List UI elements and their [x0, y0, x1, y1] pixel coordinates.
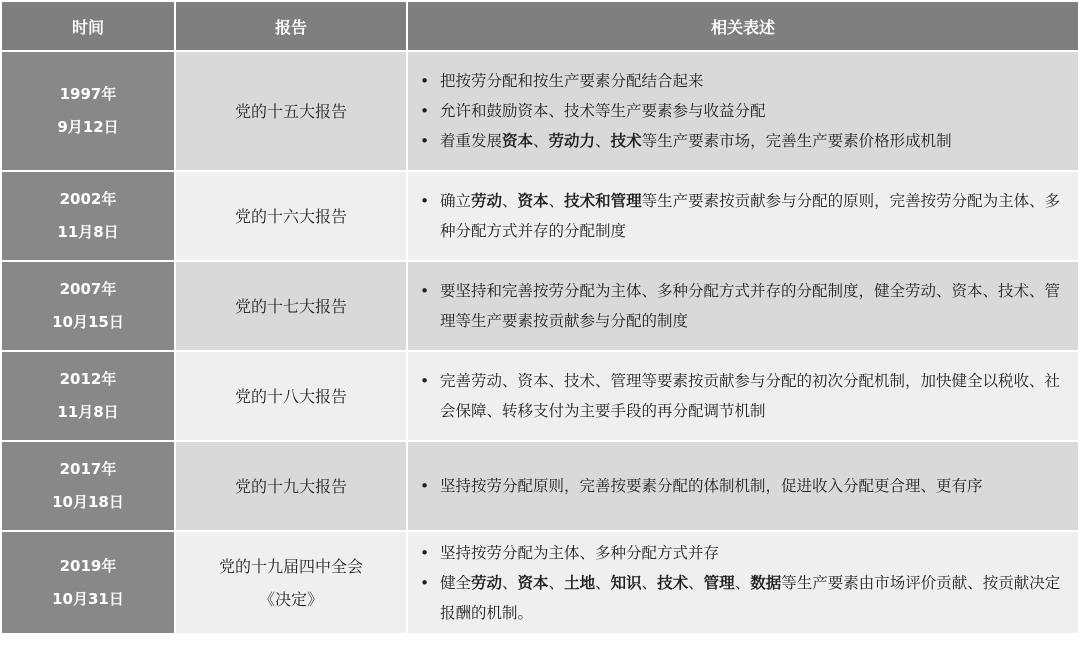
header-statement: 相关表述 — [408, 2, 1078, 52]
bullet-icon: • — [420, 573, 430, 592]
table-header-row — [2, 2, 1078, 52]
statement-text: 要坚持和完善按劳分配为主体、多种分配方式并存的分配制度，健全劳动、资本、技术、管理等生产要素按贡献参与分配的制度 — [440, 282, 1061, 330]
report-name-line: 党的十五大报告 — [234, 101, 347, 121]
date-year: 1997年 — [59, 85, 117, 103]
statement-text: 完善劳动、资本、技术、管理等要素按贡献参与分配的初次分配机制，加快健全以税收、社会保障、转移支付为主要手段的再分配调节机制 — [440, 372, 1061, 420]
statement-text: 、 — [595, 573, 611, 592]
statement-list — [408, 66, 964, 156]
statement-text: 把按劳分配和按生产要素分配结合起来 — [440, 72, 704, 90]
date-year: 2017年 — [59, 460, 117, 478]
statement-text: 等生产要素按贡献参与分配的原则，完善按劳分配为主体、多种分配方式并存的分配制度 — [440, 192, 1061, 240]
statement-text: 、 — [641, 573, 658, 592]
date-day: 10月18日 — [52, 493, 124, 511]
report-cell — [176, 52, 408, 172]
date-cell — [2, 442, 176, 532]
date-day: 11月8日 — [57, 403, 119, 421]
date-year: 2002年 — [59, 190, 117, 208]
table-row — [2, 442, 1078, 532]
statement-item — [418, 96, 952, 126]
statement-text: 等生产要素市场，完善生产要素价格形成机制 — [641, 132, 952, 150]
date-cell — [2, 532, 176, 635]
statement-keyword: 资本 — [517, 192, 549, 210]
statement-text: 健全 — [440, 573, 472, 592]
date-cell — [2, 52, 176, 172]
report-cell — [176, 442, 408, 532]
statement-cell — [408, 532, 1078, 635]
statement-keyword: 劳动力 — [548, 132, 596, 150]
table-row — [2, 262, 1078, 352]
statement-keyword: 资本 — [517, 573, 549, 592]
statement-keyword: 资本 — [502, 132, 534, 150]
table-row — [2, 172, 1078, 262]
statement-list — [408, 366, 1078, 426]
statement-item — [418, 126, 952, 156]
report-name-line: 党的十九大报告 — [234, 476, 347, 496]
statement-text: 确立 — [440, 192, 472, 210]
table-row — [2, 52, 1078, 172]
statement-list — [408, 186, 1078, 246]
bullet-icon: • — [420, 102, 430, 120]
bullet-icon: • — [420, 132, 430, 150]
report-cell — [176, 532, 408, 635]
report-name-line: 党的十七大报告 — [234, 296, 347, 316]
statement-text: 、 — [502, 573, 518, 592]
bullet-icon: • — [420, 192, 430, 210]
header-report: 报告 — [176, 2, 408, 52]
statement-cell — [408, 352, 1078, 442]
date-year: 2007年 — [59, 280, 117, 298]
statement-keyword: 数据 — [750, 573, 782, 592]
statement-item — [418, 66, 952, 96]
bullet-icon: • — [420, 282, 430, 300]
statement-keyword: 技术 — [657, 573, 689, 592]
statement-text: 、 — [502, 192, 518, 210]
statement-text: 、 — [548, 573, 565, 592]
table-body — [2, 52, 1078, 635]
statement-keyword: 知识 — [610, 573, 642, 592]
date-cell — [2, 262, 176, 352]
report-name-line: 党的十九届四中全会 — [218, 556, 363, 576]
statement-text: 坚持按劳分配为主体、多种分配方式并存 — [440, 543, 720, 562]
statement-list — [408, 276, 1078, 336]
table-row — [2, 352, 1078, 442]
statement-text: 允许和鼓励资本、技术等生产要素参与收益分配 — [440, 102, 766, 120]
date-day: 10月31日 — [52, 589, 124, 608]
statement-keyword: 劳动 — [471, 573, 503, 592]
statement-keyword: 技术 — [610, 132, 642, 150]
statement-list — [408, 538, 1078, 628]
statement-item — [418, 276, 1066, 336]
table-row — [2, 532, 1078, 635]
statement-text: 、 — [688, 573, 704, 592]
report-cell — [176, 262, 408, 352]
statement-item — [418, 366, 1066, 426]
date-day: 9月12日 — [57, 118, 119, 136]
statement-text: 、 — [595, 132, 611, 150]
date-day: 11月8日 — [57, 223, 119, 241]
date-day: 10月15日 — [52, 313, 124, 331]
statement-keyword: 土地 — [564, 573, 596, 592]
date-year: 2012年 — [59, 370, 117, 388]
statement-cell — [408, 442, 1078, 532]
policy-table — [2, 2, 1078, 635]
date-year: 2019年 — [59, 556, 117, 575]
bullet-icon: • — [420, 543, 430, 562]
statement-item — [418, 538, 1066, 568]
report-cell — [176, 352, 408, 442]
statement-item — [418, 568, 1066, 628]
statement-item — [418, 186, 1066, 246]
report-name-line: 党的十六大报告 — [234, 206, 347, 226]
statement-text: 、 — [533, 132, 549, 150]
statement-item — [418, 471, 983, 501]
statement-keyword: 劳动 — [471, 192, 503, 210]
report-name-line: 《决定》 — [258, 589, 323, 609]
bullet-icon: • — [420, 477, 430, 495]
statement-cell — [408, 262, 1078, 352]
header-time: 时间 — [2, 2, 176, 52]
statement-text: 着重发展 — [440, 132, 503, 150]
date-cell — [2, 172, 176, 262]
bullet-icon: • — [420, 372, 430, 390]
bullet-icon: • — [420, 72, 430, 90]
statement-text: 坚持按劳分配原则，完善按要素分配的体制机制，促进收入分配更合理、更有序 — [440, 477, 983, 495]
statement-text: 、 — [548, 192, 565, 210]
statement-text: 等生产要素由市场评价贡献、按贡献决定报酬的机制。 — [440, 573, 1061, 622]
date-cell — [2, 352, 176, 442]
statement-cell — [408, 52, 1078, 172]
report-name-line: 党的十八大报告 — [234, 386, 347, 406]
statement-list — [408, 471, 995, 501]
report-cell — [176, 172, 408, 262]
statement-cell — [408, 172, 1078, 262]
statement-keyword: 管理 — [703, 573, 735, 592]
statement-text: 、 — [734, 573, 751, 592]
statement-keyword: 技术和管理 — [564, 192, 642, 210]
